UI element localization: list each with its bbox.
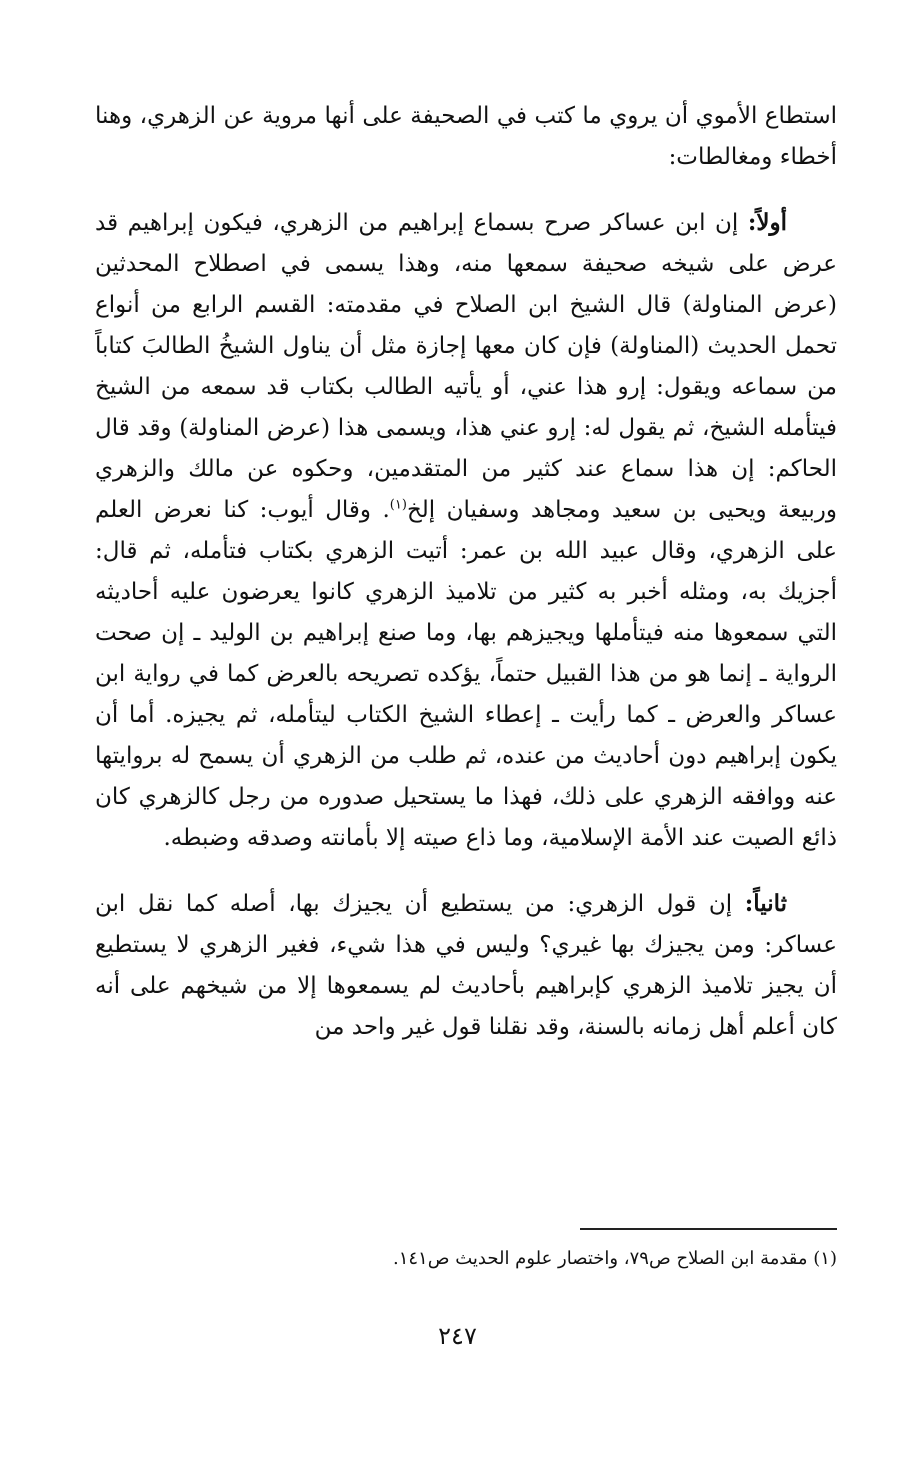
paragraph-text: إن قول الزهري: من يستطيع أن يجيزك بها، أصله كما نقل ابن عساكر: ومن يجيزك بها غيري؟ وليس في هذا شيء، فغير الزهري لا يستطيع أن يجيز تلاميذ الزهري كإبراهيم بأحاديث لم يسمعوها إلا من شيخهم على أنه كان أعلم أهل زمانه بالسنة، وقد نقلنا قول غير واحد من	[95, 891, 837, 1040]
paragraph-tail: . وقال أيوب: كنا نعرض العلم على الزهري، وقال عبيد الله بن عمر: أتيت الزهري بكتاب فتأمله، ثم قال: أجزيك به، ومثله أخبر به كثير من تلاميذ الزهري كانوا يعرضون عليه أحاديثه التي سمعوها منه فيتأملها ويجيزهم بها، وما صنع إبراهيم بن الوليد ـ إن صحت الرواية ـ إنما هو من هذا القبيل حتماً، يؤكده تصريحه بالعرض كما في رواية ابن عساكر والعرض ـ كما رأيت ـ إعطاء الشيخ الكتاب ليتأمله، ثم يجيزه. أما أن يكون إبراهيم دون أحاديث من عنده، ثم طلب من الزهري أن يسمح له بروايتها عنه ووافقه الزهري على ذلك، فهذا ما يستحيل صدوره من رجل كالزهري كان ذائع الصيت عند الأمة الإسلامية، وما ذاع صيته إلا بأمانته وصدقه وضبطه.	[95, 497, 837, 851]
page-number: ٢٤٧	[438, 1322, 477, 1350]
footnote-divider	[580, 1228, 837, 1230]
main-text	[95, 96, 837, 1072]
paragraph-text: إن ابن عساكر صرح بسماع إبراهيم من الزهري، فيكون إبراهيم قد عرض على شيخه صحيفة سمعها منه، وهذا يسمى في اصطلاح المحدثين (عرض المناولة) قال الشيخ ابن الصلاح في مقدمته: القسم الرابع من أنواع تحمل الحديث (المناولة) فإن كان معها إجازة مثل أن يناول الشيخُ الطالبَ كتاباً من سماعه ويقول: إرو هذا عني، أو يأتيه الطالب بكتاب قد سمعه من الشيخ فيتأمله الشيخ، ثم يقول له: إرو عني هذا، ويسمى هذا (عرض المناولة) وقد قال الحاكم: إن هذا سماع عند كثير من المتقدمين، وحكوه عن مالك والزهري وربيعة ويحيى بن سعيد ومجاهد وسفيان إلخ	[95, 210, 837, 523]
footnote: (١) مقدمة ابن الصلاح ص٧٩، واختصار علوم الحديث ص١٤١.	[392, 1248, 837, 1269]
footnote-marker[interactable]: (١)	[389, 497, 407, 513]
paragraph-intro	[95, 96, 837, 178]
paragraph-lead: أولاً:	[747, 209, 787, 236]
paragraph-second-point	[95, 883, 837, 1048]
paragraph-lead: ثانياً:	[744, 890, 787, 917]
paragraph-first-point	[95, 202, 837, 859]
paragraph-text: استطاع الأموي أن يروي ما كتب في الصحيفة على أنها مروية عن الزهري، وهنا أخطاء ومغالطات:	[95, 103, 837, 170]
